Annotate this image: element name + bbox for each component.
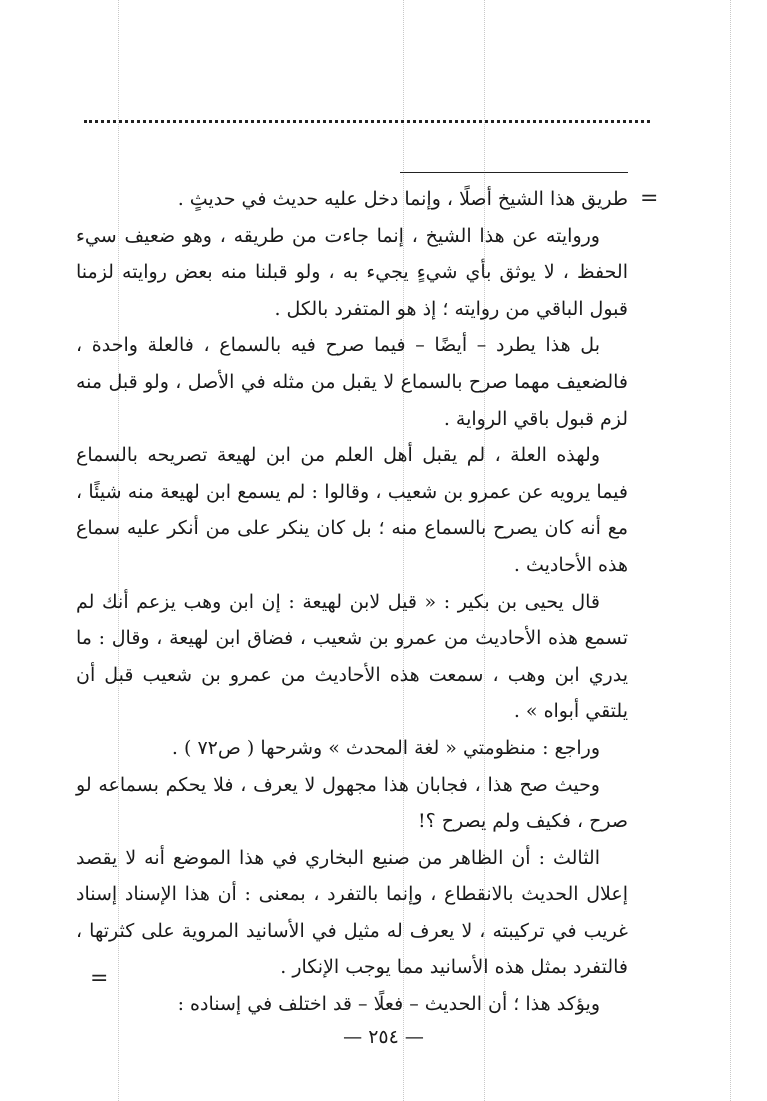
- continuation-mark-bottom: =: [90, 966, 109, 991]
- paragraph: الثالث : أن الظاهر من صنيع البخاري في هذا الموضع أنه لا يقصد إعلال الحديث بالانقطاع ، وإنما بالتفرد ، بمعنى : أن هذا الإسناد إسناد غريب في تركيبته ، لا يعرف له مثيل في الأسانيد المروية على كثرتها ، فالتفرد بمثل هذه الأسانيد مما يوجب الإنكار .: [76, 846, 628, 979]
- page-number: — ٢٥٤ —: [343, 1026, 424, 1048]
- paragraph: طريق هذا الشيخ أصلًا ، وإنما دخل عليه حديث في حديثٍ .: [177, 188, 628, 210]
- paragraph: قال يحيى بن بكير : « قيل لابن لهيعة : إن ابن وهب يزعم أنك لم تسمع هذه الأحاديث من عمرو بن شعيب ، فضاق ابن لهيعة ، وقال : ما يدري ابن وهب ، سمعت هذه الأحاديث من عمرو بن شعيب قبل أن يلتقي أبواه » .: [76, 590, 628, 723]
- continuation-mark-top: =: [640, 186, 659, 211]
- paragraph: وروايته عن هذا الشيخ ، إنما جاءت من طريقه ، وهو ضعيف سيء الحفظ ، لا يوثق بأي شيءٍ يجيء به ، ولو قبلنا منه بعض روايته لزمنا قبول الباقي من روايته ؛ إذ هو المتفرد بالكل .: [76, 224, 628, 320]
- dotted-separator: [84, 120, 650, 123]
- paragraph: ولهذه العلة ، لم يقبل أهل العلم من ابن لهيعة تصريحه بالسماع فيما يرويه عن عمرو بن شعيب ، وقالوا : لم يسمع ابن لهيعة منه شيئًا ، مع أنه كان يصرح بالسماع منه ؛ بل كان ينكر على من أنكر عليه سماع هذه الأحاديث .: [76, 444, 628, 576]
- paragraph: بل هذا يطرد – أيضًا – فيما صرح فيه بالسماع ، فالعلة واحدة ، فالضعيف مهما صرح بالسماع لا يقبل من مثله في الأصل ، ولو قبل منه لزم قبول باقي الرواية .: [76, 334, 628, 430]
- footnote-rule: [400, 172, 628, 173]
- paragraph: وحيث صح هذا ، فجابان هذا مجهول لا يعرف ، فلا يحكم بسماعه لو صرح ، فكيف ولم يصرح ؟!: [76, 773, 628, 833]
- body-text: [76, 181, 628, 1023]
- paragraph: وراجع : منظومتي « لغة المحدث » وشرحها ( ص٧٢ ) .: [171, 736, 600, 759]
- scan-guide-line: [730, 0, 731, 1101]
- paragraph: ويؤكد هذا ؛ أن الحديث – فعلًا – قد اختلف في إسناده :: [177, 993, 600, 1016]
